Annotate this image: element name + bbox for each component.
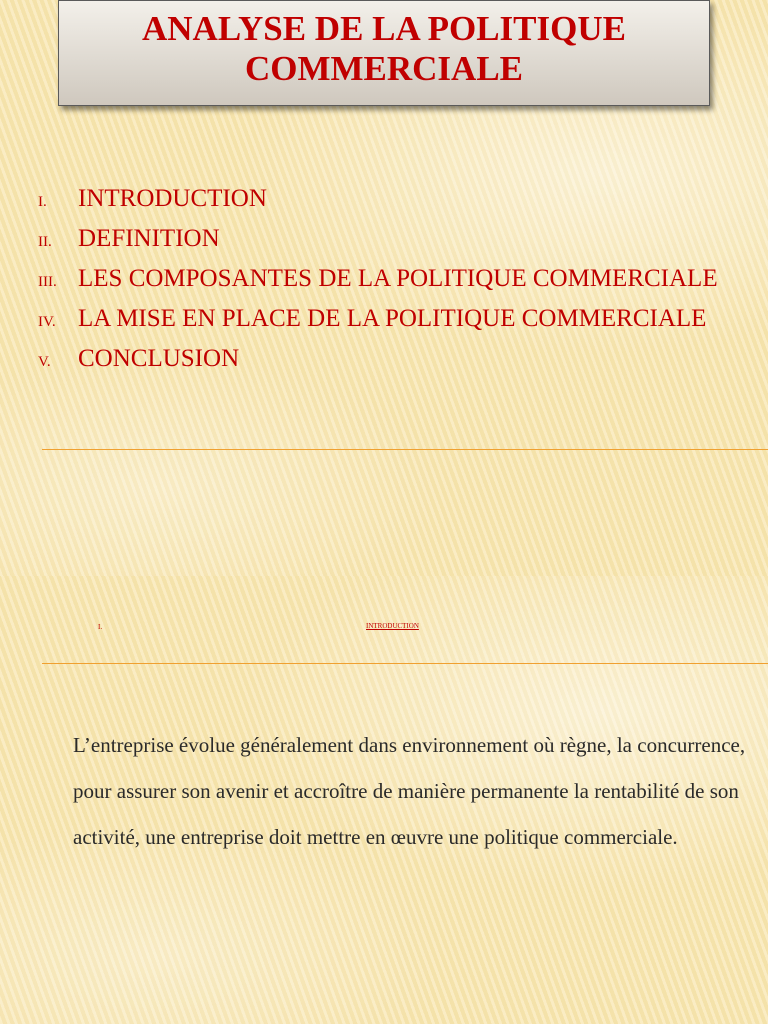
toc-item-number: IV. (38, 314, 56, 330)
title-box (58, 0, 710, 106)
toc-item (38, 182, 738, 215)
toc-item-text: LES COMPOSANTES DE LA POLITIQUE COMMERCIALE (78, 265, 718, 292)
toc-item-text: CONCLUSION (78, 345, 240, 372)
toc-item (38, 342, 738, 375)
slide-2 (0, 576, 768, 1024)
toc-item-number: II. (38, 234, 52, 250)
body-paragraph: L’entreprise évolue généralement dans environnement où règne, la concurrence, pour assurer son avenir et accroître de manière permanente la rentabilité de son activité, une entreprise doit mettre en œuvre une politique commerciale. (73, 733, 746, 849)
toc-item-text: LA MISE EN PLACE DE LA POLITIQUE COMMERCIALE (78, 305, 707, 332)
toc-item-text: DEFINITION (78, 225, 220, 252)
divider-line (42, 449, 768, 450)
toc-item-text: INTRODUCTION (78, 185, 267, 212)
toc-item-number: V. (38, 354, 51, 370)
toc-item (38, 222, 738, 255)
section-heading: INTRODUCTION (366, 622, 419, 630)
toc-item (38, 262, 738, 295)
toc-item-number: I. (38, 194, 47, 210)
slide-title: ANALYSE DE LA POLITIQUE COMMERCIALE (142, 9, 626, 88)
section-number: I. (98, 623, 103, 631)
table-of-contents (38, 182, 738, 382)
toc-item-number: III. (38, 274, 57, 290)
toc-item (38, 302, 738, 335)
divider-line (42, 663, 768, 664)
